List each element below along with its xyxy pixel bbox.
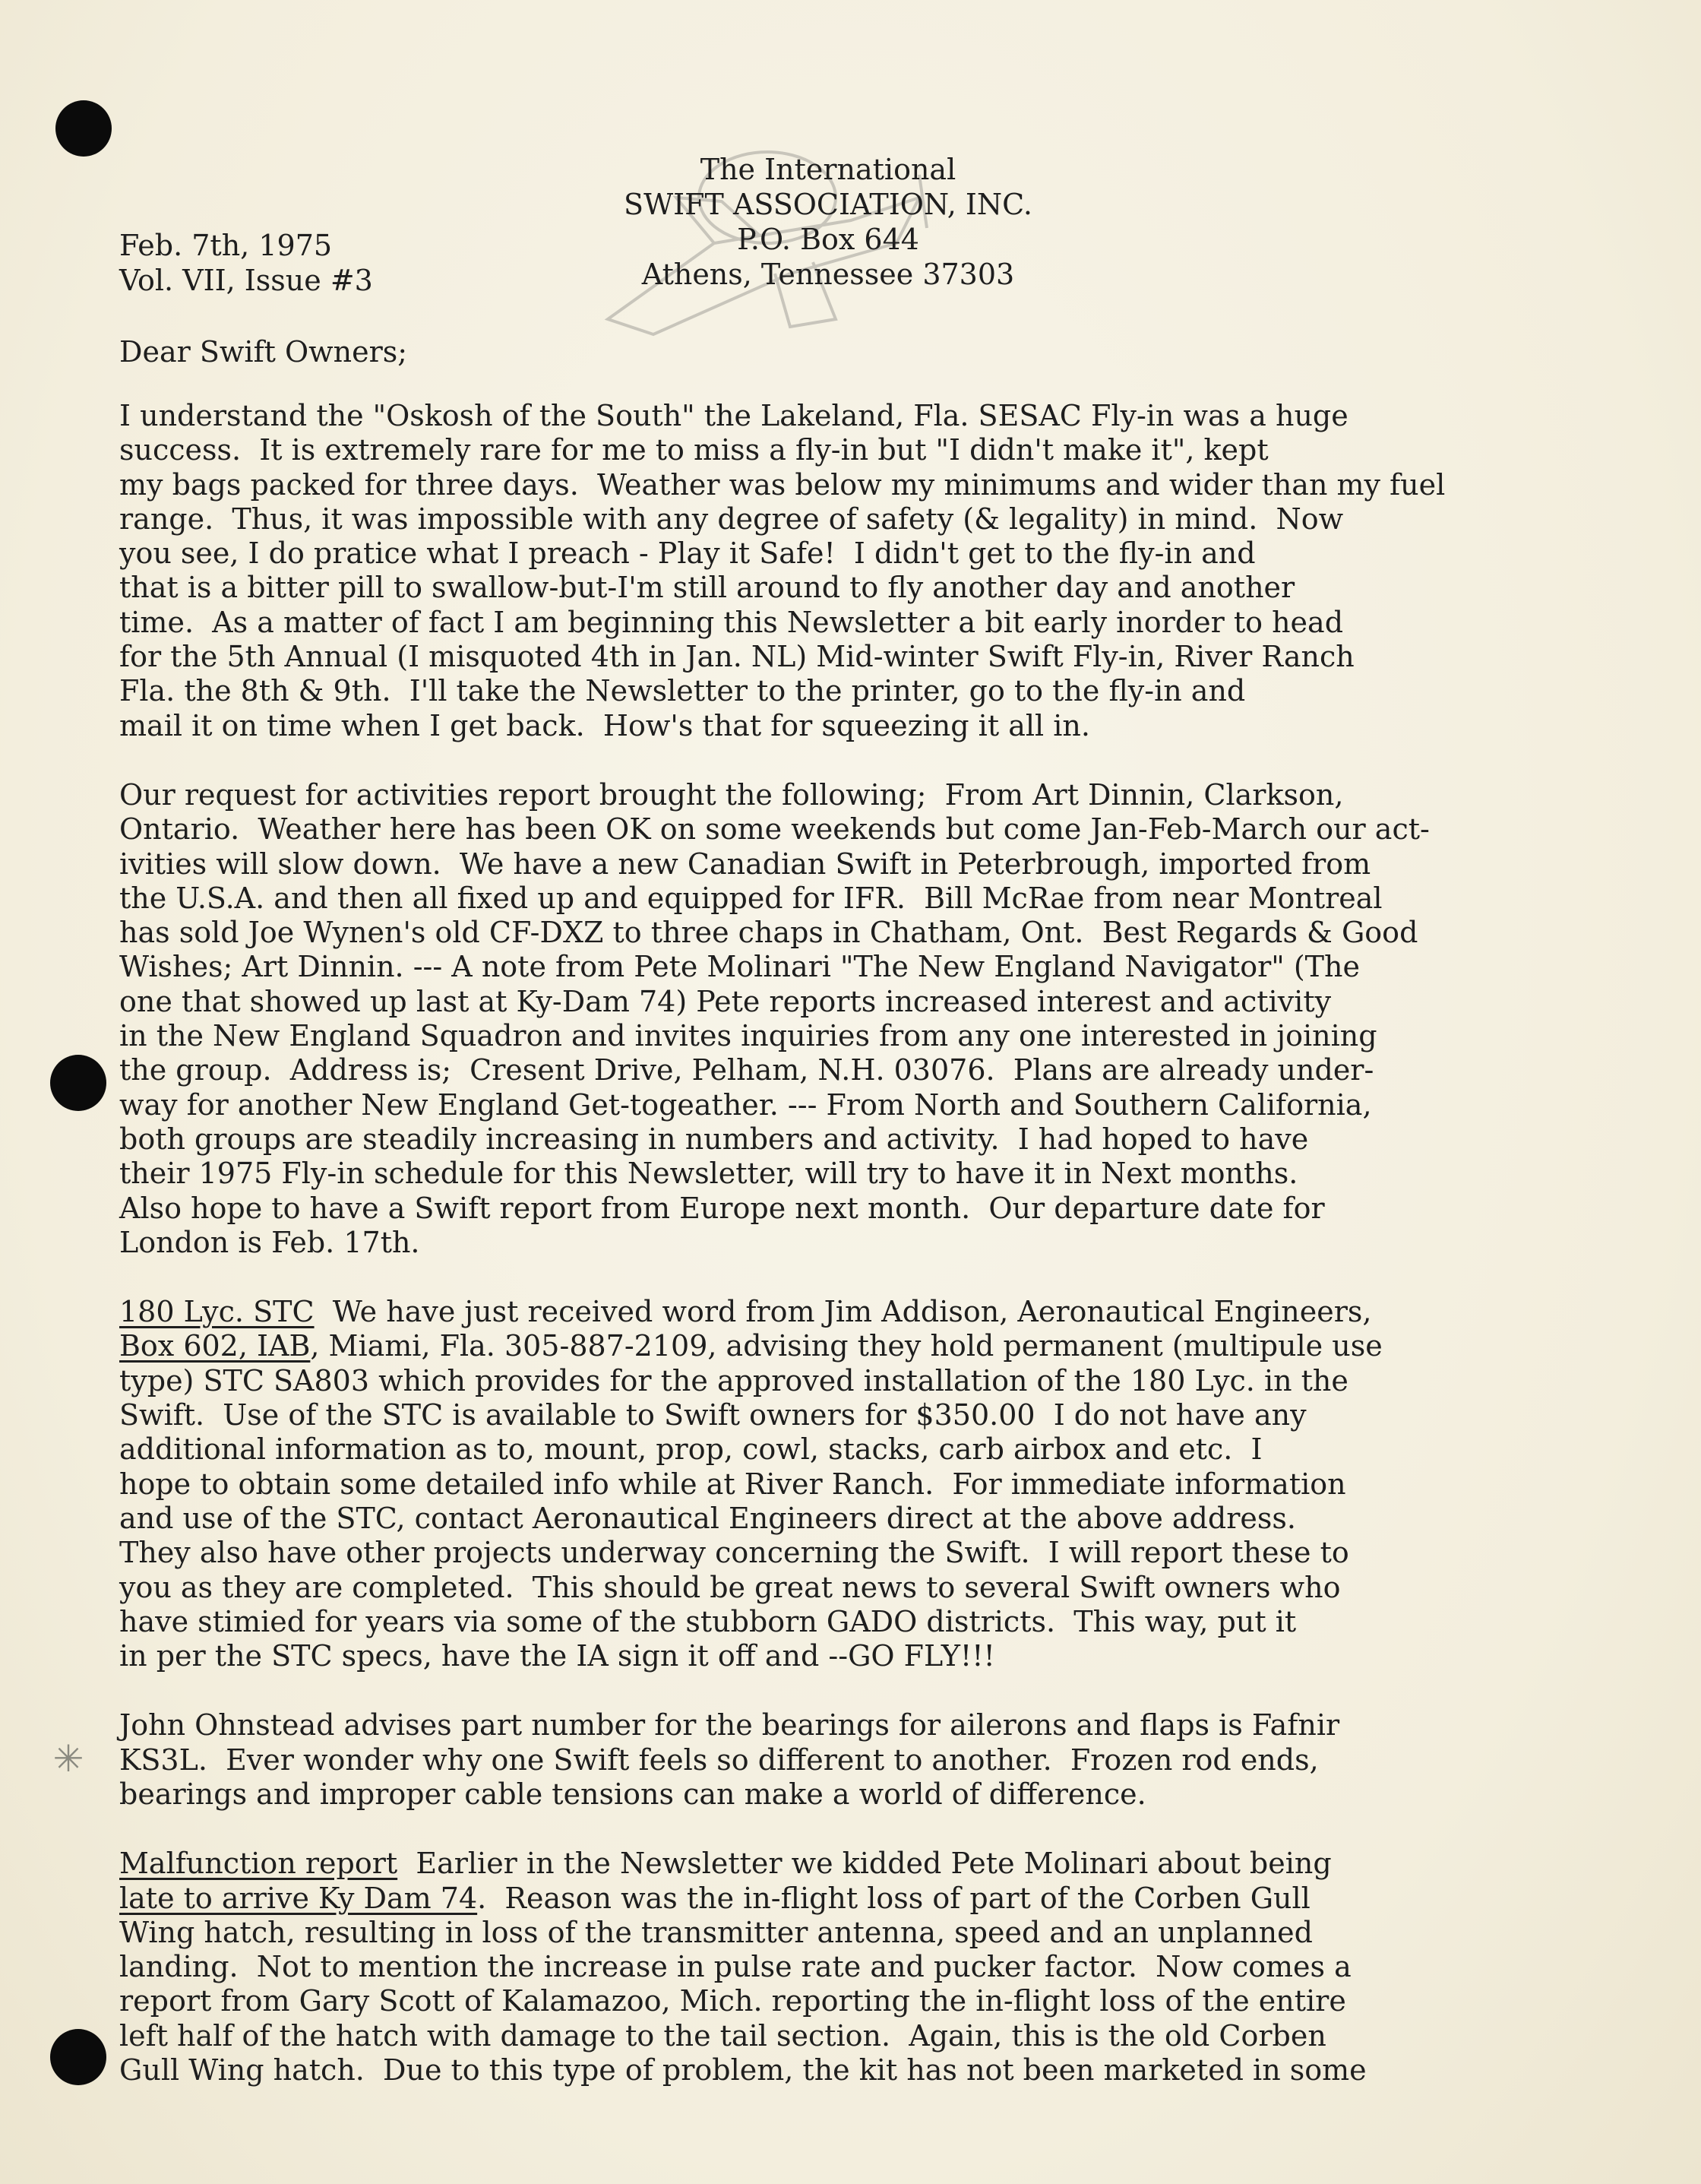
text-line: their 1975 Fly-in schedule for this Newsletter, will try to have it in Next months. <box>119 1157 1298 1191</box>
paragraph <box>119 1708 1601 1812</box>
text-line: and use of the STC, contact Aeronautical Engineers direct at the above address. <box>119 1501 1296 1535</box>
issue-date-block <box>119 228 373 298</box>
paragraph <box>119 1295 1601 1673</box>
text-line: my bags packed for three days. Weather was below my minimums and wider than my fuel <box>119 467 1446 502</box>
section-heading-continued: Box 602, IAB <box>119 1329 311 1363</box>
text-line: report from Gary Scott of Kalamazoo, Mich. reporting the in-flight loss of the entire <box>119 1984 1346 2018</box>
text-line: success. It is extremely rare for me to miss a fly-in but "I didn't make it", kept <box>119 433 1269 467</box>
binder-hole-middle <box>50 1055 106 1111</box>
text-line: Our request for activities report brought the following; From Art Dinnin, Clarkson, <box>119 777 1344 812</box>
binder-hole-top <box>55 100 112 157</box>
text-line: the group. Address is; Cresent Drive, Pelham, N.H. 03076. Plans are already under- <box>119 1053 1374 1087</box>
section-heading-continued: late to arrive Ky Dam 74 <box>119 1881 478 1915</box>
text-line: mail it on time when I get back. How's that for squeezing it all in. <box>119 708 1090 742</box>
letterhead-line-4: Athens, Tennessee 37303 <box>641 258 1015 291</box>
text-line: Swift. Use of the STC is available to Swift owners for $350.00 I do not have any <box>119 1398 1307 1432</box>
section-heading: Malfunction report <box>119 1847 398 1881</box>
text-line: that is a bitter pill to swallow-but-I'm still around to fly another day and another <box>119 571 1295 605</box>
line-text: , Miami, Fla. 305-887-2109, advising they hold permanent (multipule use <box>310 1329 1383 1363</box>
binder-hole-bottom <box>50 2029 106 2085</box>
text-line <box>119 1882 1601 1916</box>
newsletter-body <box>119 399 1601 2087</box>
text-line: both groups are steadily increasing in numbers and activity. I had hoped to have <box>119 1122 1309 1156</box>
text-line: Ontario. Weather here has been OK on some weekends but come Jan-Feb-March our act- <box>119 812 1430 847</box>
text-line: time. As a matter of fact I am beginning this Newsletter a bit early inorder to head <box>119 605 1344 639</box>
text-line: Fla. the 8th & 9th. I'll take the Newsletter to the printer, go to the fly-in and <box>119 674 1246 708</box>
text-line: KS3L. Ever wonder why one Swift feels so different to another. Frozen rod ends, <box>119 1742 1319 1777</box>
letterhead-line-2: SWIFT ASSOCIATION, INC. <box>624 188 1032 221</box>
text-line: They also have other projects underway concerning the Swift. I will report these to <box>119 1536 1349 1570</box>
handwritten-star-mark-icon: ✳ <box>53 1727 84 1784</box>
paragraph-gap <box>119 743 1601 778</box>
text-line: Wing hatch, resulting in loss of the transmitter antenna, speed and an unplanned <box>119 1915 1313 1949</box>
text-line: Also hope to have a Swift report from Europe next month. Our departure date for <box>119 1191 1325 1225</box>
letterhead <box>593 152 1064 292</box>
salutation: Dear Swift Owners; <box>119 335 408 369</box>
text-line: for the 5th Annual (I misquoted 4th in Jan. NL) Mid-winter Swift Fly-in, River Ranch <box>119 640 1355 674</box>
paragraph-gap <box>119 1260 1601 1295</box>
text-line: London is Feb. 17th. <box>119 1225 420 1259</box>
text-line: I understand the "Oskosh of the South" the Lakeland, Fla. SESAC Fly-in was a huge <box>119 399 1348 432</box>
paragraph-gap <box>119 1812 1601 1847</box>
text-line: one that showed up last at Ky-Dam 74) Pete reports increased interest and activity <box>119 984 1332 1018</box>
text-line: you see, I do pratice what I preach - Play it Safe! I didn't get to the fly-in and <box>119 537 1256 571</box>
text-line: you as they are completed. This should be great news to several Swift owners who <box>119 1570 1341 1604</box>
text-line: type) STC SA803 which provides for the approved installation of the 180 Lyc. in the <box>119 1363 1348 1397</box>
paragraph-gap <box>119 1673 1601 1708</box>
text-line: Wishes; Art Dinnin. --- A note from Pete Molinari "The New England Navigator" (The <box>119 950 1360 984</box>
text-line: additional information as to, mount, prop, cowl, stacks, carb airbox and etc. I <box>119 1432 1263 1467</box>
paragraph <box>119 1847 1601 2087</box>
text-line: John Ohnstead advises part number for the bearings for ailerons and flaps is Fafnir <box>119 1708 1340 1742</box>
text-line <box>119 1329 1601 1363</box>
text-line: has sold Joe Wynen's old CF-DXZ to three chaps in Chatham, Ont. Best Regards & Good <box>119 916 1418 950</box>
text-line: in per the STC specs, have the IA sign it off and --GO FLY!!! <box>119 1639 995 1673</box>
line-text: Earlier in the Newsletter we kidded Pete Molinari about being <box>397 1847 1332 1881</box>
issue-volume: Vol. VII, Issue #3 <box>119 264 373 297</box>
text-line: bearings and improper cable tensions can make a world of difference. <box>119 1777 1146 1811</box>
text-line: have stimied for years via some of the stubborn GADO districts. This way, put it <box>119 1604 1297 1638</box>
letterhead-line-1: The International <box>700 153 956 186</box>
text-line: Gull Wing hatch. Due to this type of problem, the kit has not been marketed in some <box>119 2053 1367 2087</box>
paragraph <box>119 399 1601 743</box>
text-line: hope to obtain some detailed info while at River Ranch. For immediate information <box>119 1467 1346 1501</box>
line-text: We have just received word from Jim Addison, Aeronautical Engineers, <box>314 1295 1372 1329</box>
text-line: way for another New England Get-togeather. --- From North and Southern California, <box>119 1087 1372 1122</box>
text-line <box>119 1847 1601 1881</box>
letterhead-line-3: P.O. Box 644 <box>737 223 919 256</box>
paragraph <box>119 778 1601 1260</box>
text-line: the U.S.A. and then all fixed up and equipped for IFR. Bill McRae from near Montreal <box>119 881 1383 915</box>
issue-date: Feb. 7th, 1975 <box>119 229 333 262</box>
text-line: landing. Not to mention the increase in pulse rate and pucker factor. Now comes a <box>119 1950 1352 1984</box>
section-heading: 180 Lyc. STC <box>119 1295 315 1329</box>
text-line: range. Thus, it was impossible with any degree of safety (& legality) in mind. Now <box>119 502 1344 536</box>
text-line: left half of the hatch with damage to the tail section. Again, this is the old Corben <box>119 2018 1326 2053</box>
line-text: . Reason was the in-flight loss of part of the Corben Gull <box>477 1881 1311 1915</box>
text-line <box>119 1295 1601 1329</box>
text-line: in the New England Squadron and invites inquiries from any one interested in joining <box>119 1019 1377 1053</box>
text-line: ivities will slow down. We have a new Canadian Swift in Peterbrough, imported from <box>119 847 1371 881</box>
